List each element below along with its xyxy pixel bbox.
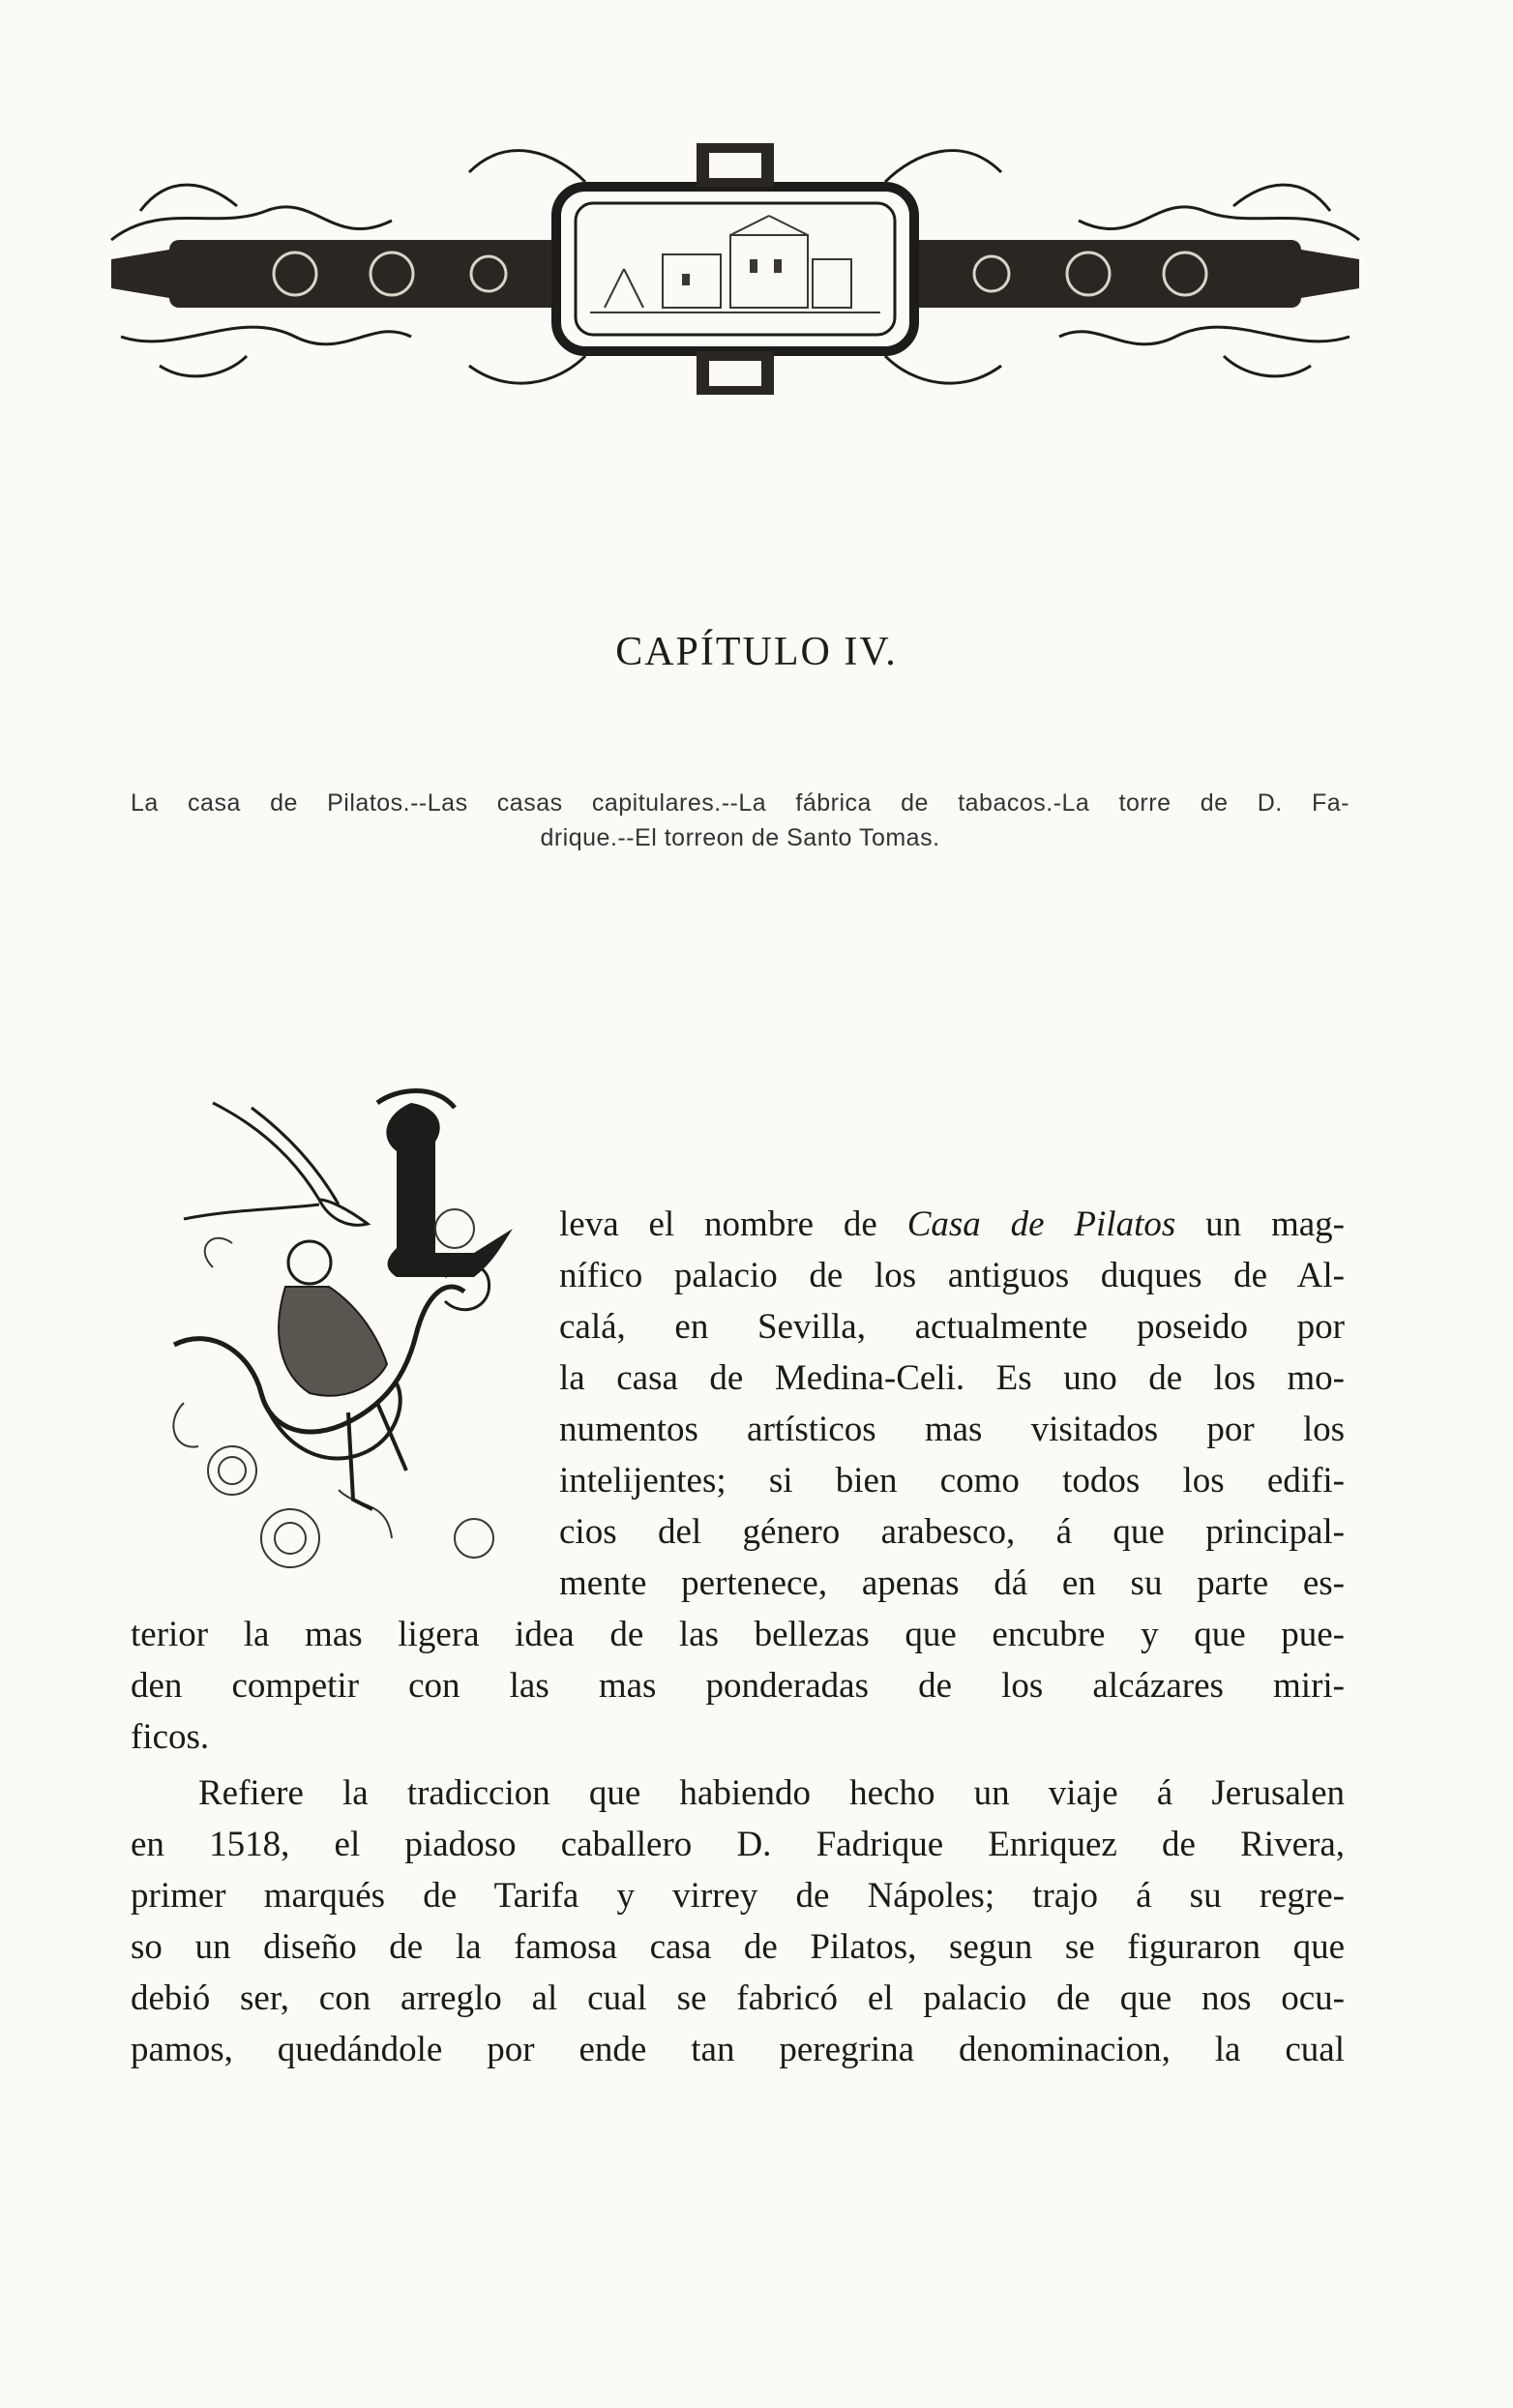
text-line: terior la mas ligera idea de las bellezas que encubre y que pue- — [131, 1615, 1345, 1654]
chapter-summary — [131, 786, 1350, 855]
text-line: calá, en Sevilla, actualmente poseido por — [559, 1307, 1345, 1347]
text-line: ficos. — [131, 1717, 210, 1757]
summary-line: drique.--El torreon de Santo Tomas. — [540, 824, 940, 851]
text-line: la casa de Medina-Celi. Es uno de los mo- — [559, 1358, 1345, 1398]
initial-illustration-icon — [155, 1084, 551, 1606]
header-ornament-icon — [102, 114, 1369, 404]
chapter-title: CAPÍTULO IV. — [615, 630, 898, 674]
text-line: intelijentes; si bien como todos los edifi- — [559, 1461, 1345, 1501]
text-line: leva el nombre de Casa de Pilatos un mag- — [559, 1204, 1345, 1244]
text-line: debió ser, con arreglo al cual se fabricó el palacio de que nos ocu- — [131, 1978, 1345, 2018]
text-line: Refiere la tradiccion que habiendo hecho un viaje á Jerusalen — [198, 1773, 1345, 1813]
text-line: cios del género arabesco, á que principal- — [559, 1512, 1345, 1552]
summary-line: La casa de Pilatos.--Las casas capitulares.--La fábrica de tabacos.-La torre de D. Fa- — [131, 789, 1350, 817]
text-line: mente pertenece, apenas dá en su parte es- — [559, 1563, 1345, 1603]
text-line: primer marqués de Tarifa y virrey de Nápoles; trajo á su regre- — [131, 1876, 1345, 1916]
text-line: so un diseño de la famosa casa de Pilatos, segun se figuraron que — [131, 1927, 1345, 1967]
text-line: numentos artísticos mas visitados por los — [559, 1410, 1345, 1449]
text-line: en 1518, el piadoso caballero D. Fadrique Enriquez de Rivera, — [131, 1825, 1345, 1864]
text-line: pamos, quedándole por ende tan peregrina denominacion, la cual — [131, 2030, 1345, 2069]
text-line: nífico palacio de los antiguos duques de Al- — [559, 1256, 1345, 1295]
text-line: den competir con las mas ponderadas de los alcázares miri- — [131, 1666, 1345, 1706]
